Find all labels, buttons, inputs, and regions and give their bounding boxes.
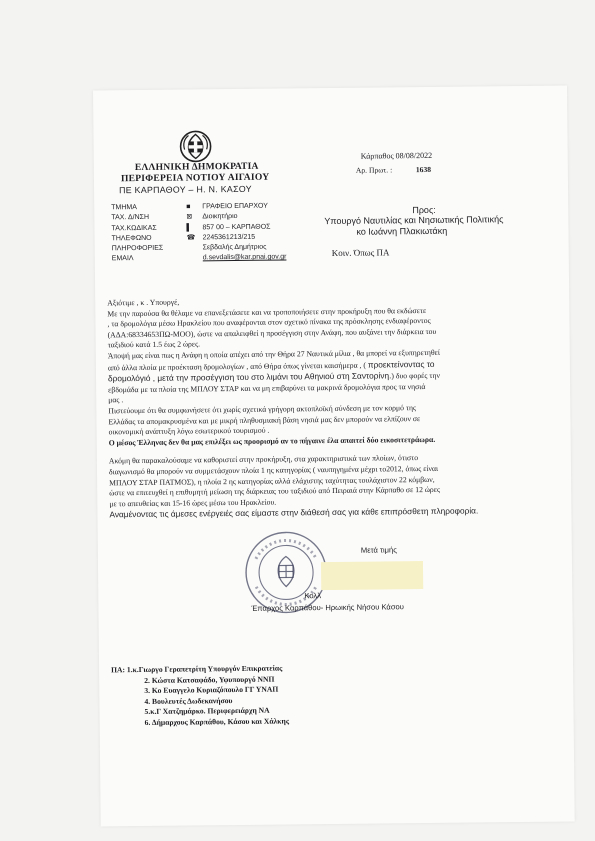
recipient-list	[111, 663, 289, 728]
emphasis-line: Ο μέσος Έλληνας δεν θα μας επιλέξει ως προορισμό αν το πήγαινε έλα απαιτεί δύο εικοσιτετράωρα.	[108, 434, 436, 448]
paragraph-line: μας .	[108, 395, 124, 405]
signature-greeting: Μετά τιμής	[360, 545, 397, 555]
to-label: Προς:	[412, 204, 436, 216]
paragraph-line: Άποψή μας είναι πως η Ανάφη η οποία απέχει από την Θήρα 27 Ναυτικά μίλια , θα μπορεί να εξυπηρετηθεί	[107, 347, 440, 361]
list-item: 3. Κο Ευαγγελο Κυριαζόπουλο ΓΓ ΥΝΑΠ	[144, 684, 279, 695]
contact-row: ΕΜΑΙΛ d.sevdalis@kar.pnai.gov.gr	[111, 253, 287, 263]
paragraph-line: Πιστεύουμε ότι θα συμφωνήσετε ότι χωρίς σχετικά γρήγορη ακτοπλοϊκή σύνδεση με τον κορμό της	[108, 403, 417, 416]
header-region: ΠΕΡΙΦΕΡΕΙΑ ΝΟΤΙΟΥ ΑΙΓΑΙΟΥ	[120, 171, 270, 185]
paragraph-line: ώστε να επιτευχθεί η επιθυμητή μείωση της διάρκειας του ταξιδιού από Πειραιά στην Κάρπαθο σε 12 ώρες	[109, 484, 441, 498]
paragraph-line: διαγωνισμό θα μπορούν να συμμετάσχουν πλοία 1 ης κατηγορίας ( ναυπηγημένα μέχρι το2012, όπως είναι	[108, 463, 439, 477]
paragraph-line: ταξιδιού κατά 1.5 έως 2 ώρες.	[107, 339, 201, 350]
paragraph-line: οικονομική ανάπτυξη λόγω εσωτερικού τουρισμού .	[108, 425, 270, 437]
telephone-icon: ☎	[186, 234, 196, 242]
letter-body	[107, 294, 557, 521]
paragraph-line: ΜΠΛΟΥ ΣΤΑΡ ΠΑΤΜΟΣ), η πλοία 2 ης κατηγορίας αλλά ελάχιστης ταχύτητας τουλάχιστον 22 κόμβων,	[109, 474, 435, 487]
list-item: 6. Δήμαρχους Καρπάθου, Κάσου και Χάλκης	[144, 715, 290, 727]
greek-coat-of-arms-icon	[178, 129, 212, 163]
list-item: ΠΑ: 1.κ.Γιωργο Γεραπετρίτη Υπουργόν Επικρατείας	[111, 663, 283, 675]
square-icon: ■	[186, 203, 191, 211]
signatory-title: Έπαρχος Καρπάθου- Ηρωικής Νήσου Κάσου	[251, 602, 404, 613]
document-page	[93, 86, 575, 827]
contact-table	[111, 201, 286, 265]
paragraph-line: από άλλα πλοία με προέκταση δρομολογίων , από Θήρα όπως γίνεται καισήμερα , ( προεκτείνοντας το	[107, 358, 435, 372]
paragraph-line: με το απευθείας και 15-16 ώρες μέσω του Ηρακλείου.	[109, 497, 277, 509]
contact-row: ΤΜΗΜΑ ■ ΓΡΑΦΕΙΟ ΕΠΑΡΧΟΥ	[111, 202, 268, 212]
to-recipient-name: κο Ιωάννη Πλακιωτάκη	[356, 225, 448, 237]
contact-row: ΤΑΧ. Δ/ΝΣΗ ⊠ Διοικητήριο	[111, 213, 238, 222]
contact-row: ΠΛΗΡΟΦΟΡΙΕΣ Σεβδαλής Δημήτριος	[111, 243, 267, 253]
paragraph-line: εβδομάδα με τα πλοία της ΜΠΛΟΥ ΣΤΑΡ και να μη επιβαρύνει τα μακρινά δρομολόγια προς τα νησιά	[108, 381, 426, 395]
header-unit: ΠΕ ΚΑΡΠΑΘΟΥ – Η. Ν. ΚΑΣΟΥ	[119, 183, 252, 196]
protocol-label: Αρ. Πρωτ. :	[355, 165, 393, 175]
header-country: ΕΛΛΗΝΙΚΗ ΔΗΜΟΚΡΑΤΙΑ	[134, 160, 259, 174]
place-date: Κάρπαθος 08/08/2022	[360, 150, 433, 161]
paragraph-line: Ακόμη θα παρακαλούσαμε να καθοριστεί στην προκήρυξη, στα χαρακτηριστικά των πλοίων, ότιστο	[108, 453, 419, 466]
signatory-name-partial: Κολλ	[304, 591, 322, 601]
sticky-note	[321, 561, 423, 590]
greeting: Αξιότιμε , κ . Υπουργέ,	[107, 297, 180, 308]
cc-line: Κοιν. Όπως ΠΑ	[331, 247, 390, 258]
paragraph-line: Ελλάδας τα απομακρυσμένα και με μικρή πληθυσμιακή βάση νησιά μας δεν μπορούν να ελπίζουν σε	[108, 413, 421, 426]
postcode-icon: ▌	[186, 224, 192, 232]
email-link[interactable]: d.sevdalis@kar.pnai.gov.gr	[202, 253, 287, 262]
closing-line: Αναμένοντας τις άμεσες ενέργειές σας είμαστε στην διάθεσή σας για κάθε επιπρόσθετη πληροφορία.	[109, 505, 479, 520]
to-recipient: Υπουργό Ναυτιλίας και Νησιωτικής Πολιτικής	[324, 214, 504, 227]
contact-row: ΤΗΛΕΦΩΝΟ ☎ 2245361213/215	[111, 233, 256, 243]
paragraph-line: δρομολόγιό , μετά την προσέγγιση του στο λιμάνι του Αθηνιού στη Σαντορίνη.) δυο φορές την	[107, 370, 440, 384]
protocol-number: 1638	[415, 164, 432, 175]
list-item: 2. Κώστα Κατσαφάδο, Υφυπουργό ΝΝΠ	[144, 674, 275, 685]
mail-box-icon: ⊠	[186, 213, 193, 221]
paragraph-line: (ΑΔΑ:68334653ΠΩ-ΜΟΟ), ώστε να απαλειφθεί η προσέγγιση στην Ανάφη, που αυξάνει την διάρκεια του	[107, 326, 437, 340]
paragraph-line: Με την παρούσα θα θέλαμε να επανεξετάσετε και να τροποποιήσετε στην προκήρυξη που θα εκδώσετε	[107, 305, 427, 318]
paragraph-line: , τα δρομολόγια μέσω Ηρακλείου που αναφέρονται στον σχετικό πίνακα της πρόσκλησης ενδιαφέροντος	[107, 316, 431, 329]
list-item: 4. Βουλευτές Δωδεκανήσου	[144, 695, 233, 706]
list-item: 5.κ.Γ Χατζημάρκο. Περιφερειάρχη ΝΑ	[144, 705, 270, 716]
contact-row: ΤΑΧ.ΚΩΔΙΚΑΣ ▌ 857 00 – ΚΑΡΠΑΘΟΣ	[111, 223, 271, 232]
